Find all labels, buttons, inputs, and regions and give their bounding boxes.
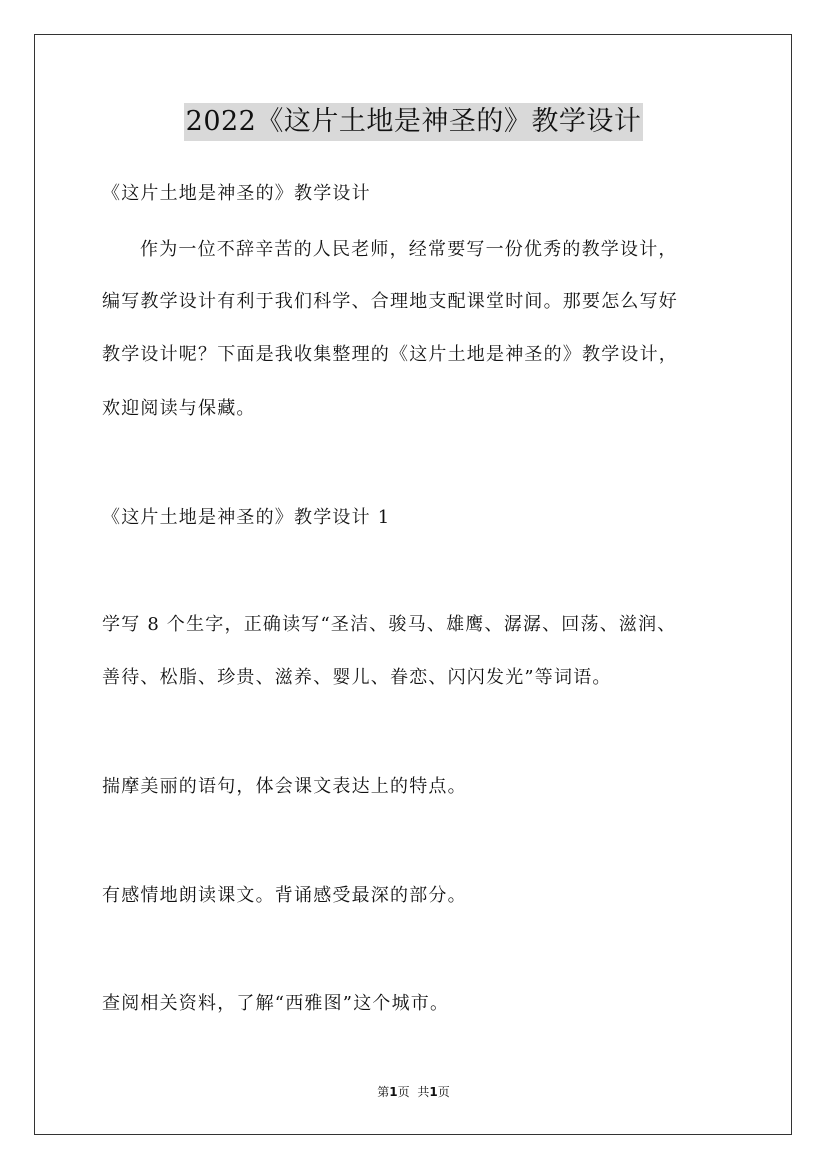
- objective-line-3: 揣摩美丽的语句，体会课文表达上的特点。: [102, 776, 467, 797]
- page-footer: [0, 1084, 827, 1100]
- title-container: [0, 103, 827, 141]
- document-title: 2022《这片土地是神圣的》教学设计: [184, 103, 644, 141]
- footer-page-number: 1: [389, 1085, 398, 1099]
- intro-line-3: 教学设计呢？下面是我收集整理的《这片土地是神圣的》教学设计，: [102, 344, 678, 365]
- footer-total-suffix: 页: [437, 1085, 450, 1099]
- footer-page-prefix: 第: [377, 1085, 390, 1099]
- intro-line-4: 欢迎阅读与保藏。: [102, 398, 256, 419]
- footer-total-prefix: 共: [417, 1085, 430, 1099]
- objective-line-2: 善待、松脂、珍贵、滋养、婴儿、眷恋、闪闪发光”等词语。: [102, 667, 612, 688]
- objective-line-1: 学写 8 个生字，正确读写“圣洁、骏马、雄鹰、潺潺、回荡、滋润、: [102, 614, 677, 635]
- intro-line-2: 编写教学设计有利于我们科学、合理地支配课堂时间。那要怎么写好: [102, 291, 678, 312]
- objective-line-5: 查阅相关资料，了解“西雅图”这个城市。: [102, 993, 450, 1014]
- footer-page-suffix: 页: [397, 1085, 410, 1099]
- objective-line-4: 有感情地朗读课文。背诵感受最深的部分。: [102, 885, 467, 906]
- section-heading: 《这片土地是神圣的》教学设计 1: [102, 507, 391, 528]
- document-subtitle: 《这片土地是神圣的》教学设计: [102, 183, 371, 204]
- intro-line-1: 作为一位不辞辛苦的人民老师，经常要写一份优秀的教学设计，: [140, 239, 678, 260]
- footer-total-number: 1: [429, 1085, 438, 1099]
